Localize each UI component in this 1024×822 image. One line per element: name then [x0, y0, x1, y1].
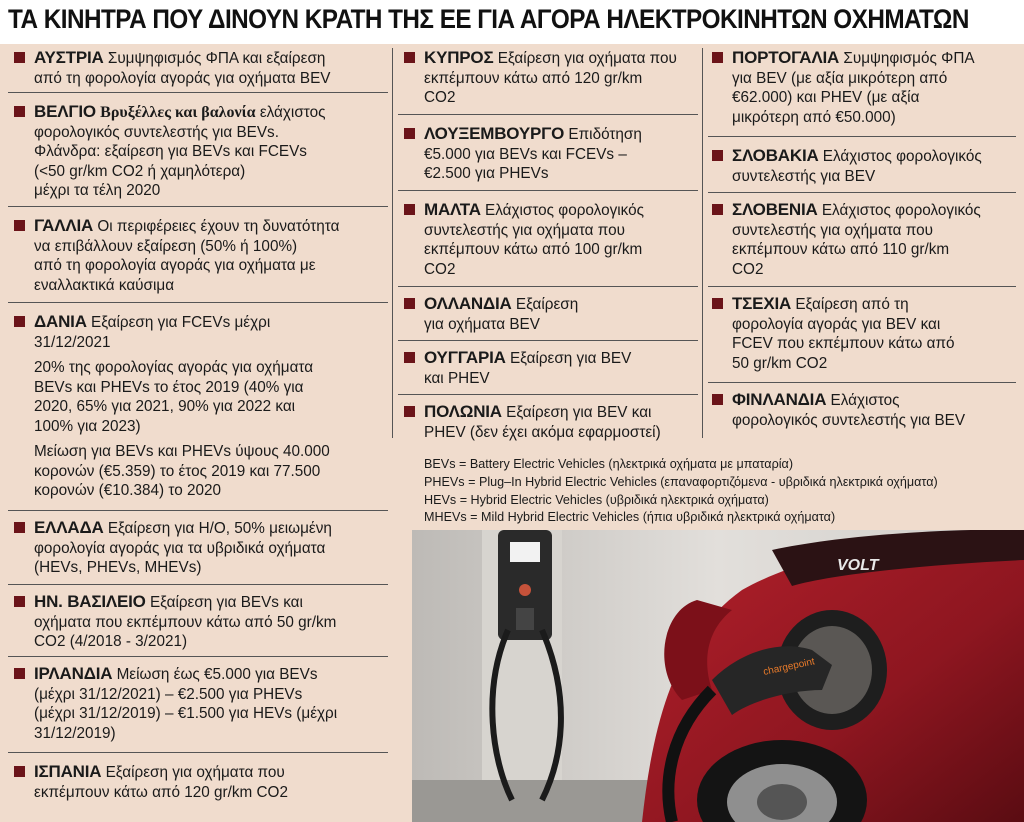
- entry-text: συντελεστής για οχήματα που: [424, 221, 625, 239]
- entry-text: μικρότερη από €50.000): [732, 108, 896, 126]
- abbreviation-legend: [424, 456, 938, 527]
- bullet-square: [14, 106, 25, 117]
- entry-separator: [8, 584, 388, 585]
- entry-text: οχήματα που εκπέμπουν κάτω από 50 gr/km: [34, 613, 337, 631]
- country-entry-netherlands: [424, 294, 704, 334]
- entry-text: BEVs και PHEVs το έτος 2019 (40% για: [34, 378, 304, 396]
- country-entry-slovenia: [732, 200, 1017, 279]
- legend-line: MHEVs = Mild Hybrid Electric Vehicles (ήπια υβριδικά ηλεκτρικά οχήματα): [424, 510, 836, 525]
- page-title: ΤΑ ΚΙΝΗΤΡΑ ΠΟΥ ΔΙΝΟΥΝ ΚΡΑΤΗ ΤΗΣ ΕΕ ΓΙΑ ΑΓΟΡΑ ΗΛΕΚΤΡΟΚΙΝΗΤΩΝ ΟΧΗΜΑΤΩΝ: [8, 4, 969, 34]
- bullet-square: [14, 766, 25, 777]
- country-entry-uk: [34, 592, 394, 652]
- entry-text: Οι περιφέρειες έχουν τη δυνατότητα: [97, 218, 340, 235]
- entry-text: Εξαίρεση για BEV και: [506, 404, 652, 421]
- bullet-square: [712, 298, 723, 309]
- entry-text: Ελάχιστος φορολογικός: [485, 202, 644, 219]
- country-entry-finland: [732, 390, 1017, 430]
- plug-brand: chargepoint: [762, 656, 816, 678]
- country-entry-greece: [34, 518, 394, 578]
- entry-text: φορολογία αγοράς για BEV και: [732, 315, 941, 333]
- entry-separator: [708, 286, 1016, 287]
- entry-text: Εξαίρεση για FCEVs μέχρι: [91, 314, 271, 331]
- ev-charging-photo: [412, 530, 1024, 822]
- country-entry-luxembourg: [424, 124, 704, 184]
- country-name: ΗΝ. ΒΑΣΙΛΕΙΟ: [34, 592, 146, 611]
- legend-line: BEVs = Battery Electric Vehicles (ηλεκτρικά οχήματα με μπαταρία): [424, 457, 794, 471]
- country-entry-hungary: [424, 348, 704, 388]
- entry-separator: [708, 382, 1016, 383]
- entry-text: Συμψηφισμός ΦΠΑ: [843, 50, 975, 67]
- entry-text: εκπέμπουν κάτω από 120 gr/km CO2: [34, 783, 288, 801]
- entry-text: Μείωση για BEVs και PHEVs ύψους 40.000: [34, 443, 330, 460]
- bullet-square: [14, 52, 25, 63]
- entry-separator: [8, 510, 388, 511]
- country-name: ΦΙΝΛΑΝΔΙΑ: [732, 390, 827, 409]
- bullet-square: [712, 204, 723, 215]
- entry-text: και PHEV: [424, 369, 490, 387]
- entry-text: φορολογικός συντελεστής για BEVs.: [34, 123, 279, 141]
- country-name: ΓΑΛΛΙΑ: [34, 216, 94, 235]
- bullet-square: [14, 316, 25, 327]
- bullet-square: [712, 52, 723, 63]
- entry-text: 2020, 65% για 2021, 90% για 2022 και: [34, 398, 296, 415]
- entry-separator: [8, 92, 388, 93]
- entry-text: PHEV (δεν έχει ακόμα εφαρμοστεί): [424, 423, 661, 441]
- entry-text: 31/12/2021: [34, 333, 111, 351]
- entry-text: εκπέμπουν κάτω από 100 gr/km: [424, 241, 643, 258]
- entry-text: να επιβάλλουν εξαίρεση (50% ή 100%): [34, 237, 298, 255]
- entry-separator: [398, 340, 698, 341]
- country-entry-malta: [424, 200, 704, 279]
- entry-separator: [398, 190, 698, 191]
- country-name: ΜΑΛΤΑ: [424, 200, 481, 219]
- country-name: ΕΛΛΑΔΑ: [34, 518, 104, 537]
- entry-text: (HEVs, PHEVs, MHEVs): [34, 559, 202, 576]
- entry-text: 20% της φορολογίας αγοράς για οχήματα: [34, 359, 314, 376]
- entry-text: Εξαίρεση για Η/Ο, 50% μειωμένη: [107, 520, 332, 537]
- entry-text: Μείωση έως €5.000 για BEVs: [116, 666, 318, 683]
- bullet-square: [712, 150, 723, 161]
- legend-line: HEVs = Hybrid Electric Vehicles (υβριδικά ηλεκτρικά οχήματα): [424, 492, 769, 507]
- bullet-square: [404, 352, 415, 363]
- country-entry-france: [34, 216, 394, 295]
- entry-text: 50 gr/km CO2: [732, 354, 828, 372]
- entry-text: από τη φορολογία αγοράς για οχήματα με: [34, 257, 316, 274]
- country-entry-cyprus: [424, 48, 704, 108]
- country-name: ΛΟΥΞΕΜΒΟΥΡΓΟ: [424, 124, 565, 143]
- bullet-square: [14, 668, 25, 679]
- entry-text: (μέχρι 31/12/2021) – €2.500 για PHEVs: [34, 685, 303, 703]
- charging-illustration: [412, 530, 1024, 822]
- bullet-square: [404, 204, 415, 215]
- entry-text: φορολογικός συντελεστής για BEV: [732, 411, 966, 429]
- entry-separator: [708, 192, 1016, 193]
- entry-text: συντελεστής για BEV: [732, 167, 876, 185]
- entry-text: Συμψηφισμός ΦΠΑ και εξαίρεση: [107, 50, 326, 67]
- entry-text: μέχρι τα τέλη 2020: [34, 182, 161, 199]
- legend-line: PHEVs = Plug–In Hybrid Electric Vehicles (επαναφορτιζόμενα - υβριδικά ηλεκτρικά οχήματα): [424, 474, 938, 489]
- entry-text: κορονών (€5.359) το έτος 2019 και 77.500: [34, 462, 321, 480]
- entry-text: από τη φορολογία αγοράς για οχήματα BEV: [34, 69, 331, 87]
- entry-text: €2.500 για PHEVs: [424, 165, 549, 182]
- entry-text: εκπέμπουν κάτω από 110 gr/km: [732, 241, 950, 258]
- entry-separator: [708, 136, 1016, 137]
- entry-text: 31/12/2019): [34, 724, 116, 742]
- entry-text: φορολογία αγοράς για τα υβριδικά οχήματα: [34, 539, 326, 557]
- country-name: ΠΟΛΩΝΙΑ: [424, 402, 502, 421]
- country-name: ΣΛΟΒΑΚΙΑ: [732, 146, 819, 165]
- entry-text: Εξαίρεση για BEVs και: [149, 594, 303, 611]
- entry-text: κορονών (€10.384) το 2020: [34, 482, 222, 499]
- entry-text: Ελάχιστος φορολογικός: [822, 148, 982, 165]
- country-entry-czechia: [732, 294, 1017, 373]
- entry-text: Ελάχιστος φορολογικός: [821, 202, 981, 219]
- entry-text: Επιδότηση: [568, 126, 642, 143]
- bullet-square: [404, 128, 415, 139]
- entry-separator: [8, 752, 388, 753]
- entry-text: (μέχρι 31/12/2019) – €1.500 για HEVs (μέχρι: [34, 705, 338, 722]
- entry-separator: [8, 302, 388, 303]
- entry-text: €62.000) και PHEV (με αξία: [732, 89, 920, 106]
- entry-separator: [8, 656, 388, 657]
- country-name: ΣΛΟΒΕΝΙΑ: [732, 200, 818, 219]
- country-name: ΔΑΝΙΑ: [34, 312, 87, 331]
- country-name: ΑΥΣΤΡΙΑ: [34, 48, 104, 67]
- entry-text: για οχήματα BEV: [424, 315, 540, 333]
- country-entry-slovakia: [732, 146, 1017, 186]
- country-entry-spain: [34, 762, 394, 802]
- entry-separator: [8, 206, 388, 207]
- country-entry-ireland: [34, 664, 394, 743]
- entry-text: 100% για 2023): [34, 417, 141, 435]
- car-badge: VOLT: [837, 557, 879, 574]
- entry-separator: [398, 394, 698, 395]
- bullet-square: [14, 220, 25, 231]
- entry-text: συντελεστής για οχήματα που: [732, 221, 933, 239]
- entry-text: Εξαίρεση για BEV: [509, 350, 632, 367]
- entry-text: ελάχιστος: [259, 104, 326, 121]
- country-name: ΟΥΓΓΑΡΙΑ: [424, 348, 506, 367]
- country-name: ΙΣΠΑΝΙΑ: [34, 762, 102, 781]
- entry-separator: [398, 114, 698, 115]
- entry-text: Φλάνδρα: εξαίρεση για BEVs και FCEVs: [34, 143, 307, 160]
- entry-text: για BEV (με αξία μικρότερη από: [732, 69, 948, 87]
- country-entry-belgium: [34, 102, 394, 201]
- country-name: ΤΣΕΧΙΑ: [732, 294, 792, 313]
- country-entry-austria: [34, 48, 394, 88]
- entry-text: CO2 (4/2018 - 3/2021): [34, 633, 188, 650]
- entry-text: (<50 gr/km CO2 ή χαμηλότερα): [34, 162, 246, 180]
- entry-text: εναλλακτικά καύσιμα: [34, 276, 175, 294]
- entry-text: CO2: [424, 260, 456, 278]
- country-name: ΠΟΡΤΟΓΑΛΙΑ: [732, 48, 840, 67]
- country-entry-portugal: [732, 48, 1017, 127]
- entry-text: Εξαίρεση: [515, 296, 579, 313]
- bullet-square: [712, 394, 723, 405]
- entry-separator: [398, 286, 698, 287]
- entry-text: Εξαίρεση για οχήματα που: [105, 764, 285, 781]
- entry-text: Ελάχιστος: [830, 392, 900, 409]
- entry-text: Εξαίρεση από τη: [795, 296, 909, 313]
- bullet-square: [404, 52, 415, 63]
- country-name: ΙΡΛΑΝΔΙΑ: [34, 664, 113, 683]
- country-entry-poland: [424, 402, 714, 442]
- title-bar: [0, 0, 1024, 44]
- country-name: ΒΕΛΓΙΟ: [34, 102, 96, 121]
- country-entry-denmark: [34, 312, 394, 501]
- entry-text: €5.000 για BEVs και FCEVs –: [424, 145, 627, 163]
- entry-text: CO2: [732, 260, 764, 278]
- bullet-square: [404, 406, 415, 417]
- country-name: ΟΛΛΑΝΔΙΑ: [424, 294, 512, 313]
- bullet-square: [14, 596, 25, 607]
- entry-text: εκπέμπουν κάτω από 120 gr/km: [424, 69, 643, 87]
- entry-text: FCEV που εκπέμπουν κάτω από: [732, 335, 955, 352]
- bullet-square: [14, 522, 25, 533]
- bullet-square: [404, 298, 415, 309]
- region-label: Βρυξέλλες και βαλονία: [100, 104, 256, 121]
- country-name: ΚΥΠΡΟΣ: [424, 48, 494, 67]
- entry-text: Εξαίρεση για οχήματα που: [497, 50, 677, 67]
- entry-text: CO2: [424, 89, 456, 106]
